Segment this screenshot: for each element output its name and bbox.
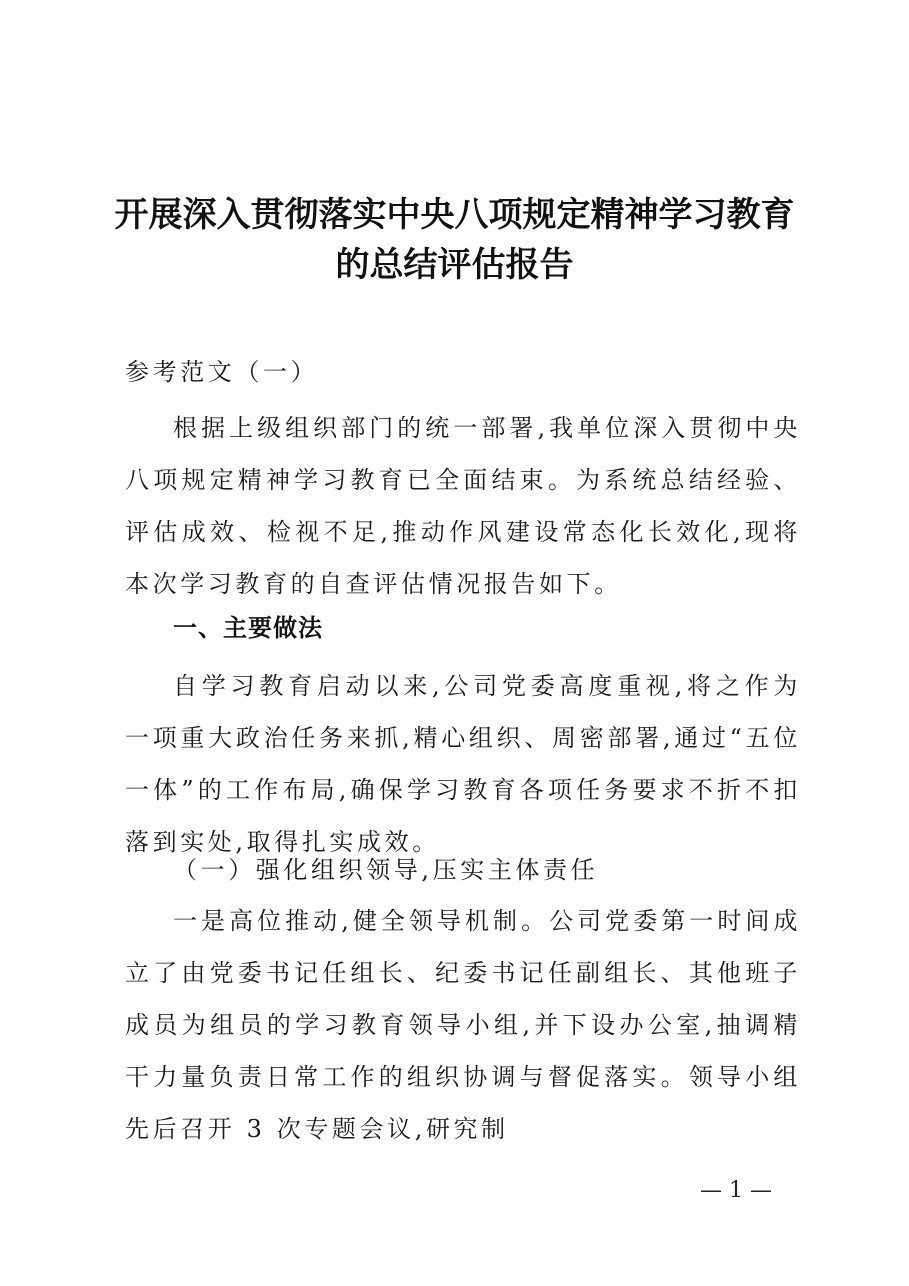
page-number: — 1 —	[700, 1178, 772, 1203]
paragraph-intro: 根据上级组织部门的统一部署,我单位深入贯彻中央八项规定精神学习教育已全面结束。为系统总结经验、评估成效、检视不足,推动作风建设常态化长效化,现将本次学习教育的自查评估情况报告如下。	[125, 414, 801, 598]
section-heading-main-practices: 一、主要做法	[173, 614, 323, 642]
sample-label: 参考范文（一）	[125, 358, 319, 386]
paragraph-leadership: 一是高位推动,健全领导机制。公司党委第一时间成立了由党委书记任组长、纪委书记任副组长、其他班子成员为组员的学习教育领导小组,并下设办公室,抽调精干力量负责日常工作的组织协调与督促落实。领导小组先后召开 3 次专题会议,研究制	[125, 907, 801, 1143]
document-title	[100, 190, 809, 290]
title-line-2: 的总结评估报告	[335, 245, 574, 285]
title-line-1: 开展深入贯彻落实中央八项规定精神学习教育	[114, 195, 795, 235]
paragraph-main-practices: 自学习教育启动以来,公司党委高度重视,将之作为一项重大政治任务来抓,精心组织、周密部署,通过“五位一体”的工作布局,确保学习教育各项任务要求不折不扣落到实处,取得扎实成效。	[125, 672, 801, 856]
subsection-heading-leadership: （一）强化组织领导,压实主体责任	[173, 856, 599, 884]
